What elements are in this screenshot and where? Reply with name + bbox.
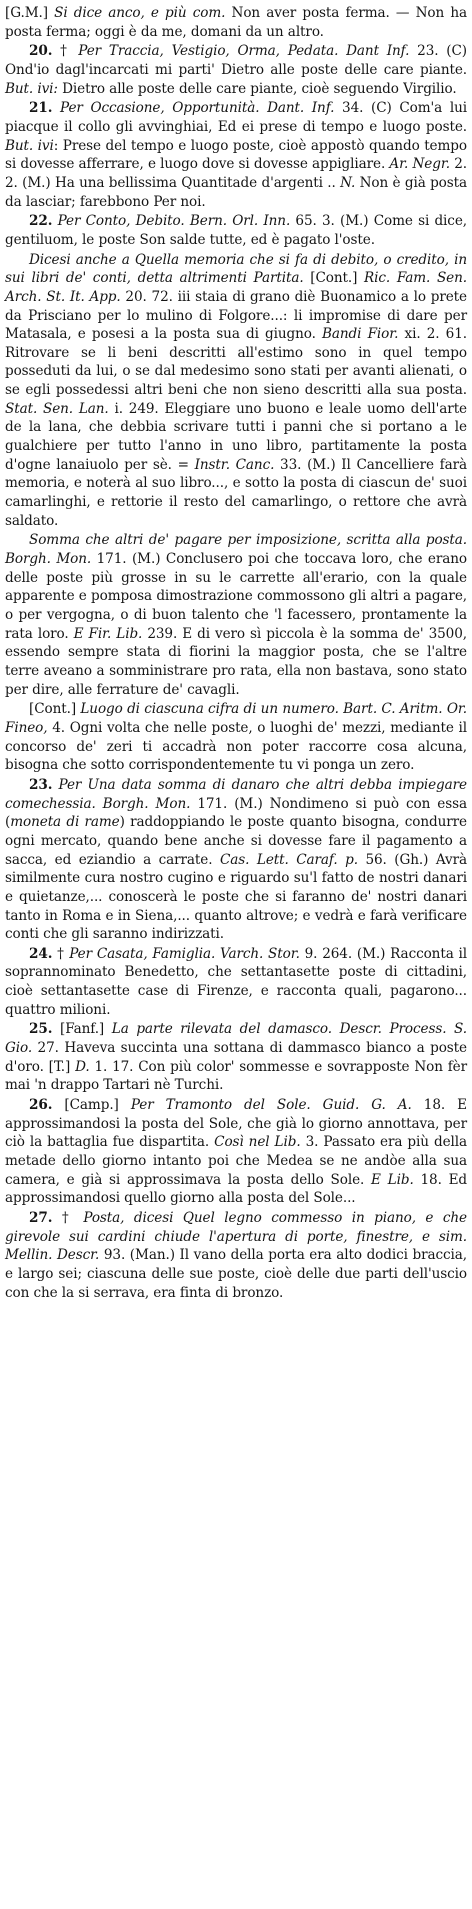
text-run: 3. Passato era più della metade dello giorno intanto poi che Medea se ne andòe alla sua camera, e già si approssimava la posta dello Sole. [5, 1134, 468, 1188]
text-run: 23. (C) Ond'io dagl'incarcati mi parti' Dietro alle poste delle care piante. [5, 43, 468, 78]
text-run: 9. 264. (M.) Racconta il soprannominato Benedetto, che settantasette poste di cittadini, cioè settantasette case di Firenze, e racconta quali, pagarono... quattro milioni. [5, 945, 467, 1018]
italic-text-run: N. [340, 174, 356, 191]
sense-22 [5, 212, 467, 249]
italic-text-run: Instr. Canc. [194, 456, 275, 473]
text-run: 239. E di vero sì piccola è la somma de' 3500, essendo sempre stata di fiorini la maggior posta, che se l'altre terre aveano a somministrare pro rata, ella non bastava, sono stato per dire, alle ferrature de' cavagli. [5, 625, 468, 698]
italic-text-run: But. ivi: [5, 80, 58, 97]
text-run: Non aver posta ferma. — Non ha posta ferma; oggi è da me, domani da un altro. [5, 5, 467, 40]
sense-number: 25. [29, 1021, 53, 1038]
text-run: 1. 17. Con più color' sommesse e sovrapposte Non fèr mai 'n drappo Tartari nè Turchi. [5, 1058, 467, 1094]
italic-text-run: Ric. Fam. Sen. Arch. St. It. App. [5, 270, 467, 305]
italic-text-run: But. ivi [5, 137, 54, 154]
text-run: 171. (M.) Nondimeno si può con essa ( [5, 795, 467, 831]
text-run: 18. E approssimandosi la posta del Sole, che già lo giorno annottava, per ciò la battaglia fue dispartita. [5, 1097, 467, 1151]
text-run: 33. (M.) Il Cancelliere farà memoria, e noterà al suo libro..., e sotto la posta di ciascun de' suoi camarlinghi, e rettorie il resto del camarlingo, o rettore che avrà saldato. [5, 456, 467, 529]
italic-text-run: Per Una data somma di danaro che altri debba impiegare comechessia. Borgh. Mon. [5, 776, 467, 812]
text-run: [Camp.] [52, 1097, 131, 1114]
text-run: Non è già posta da lasciar; farebbono Per noi. [5, 174, 468, 210]
text-run: 27. Haveva succinta una sottana di dammasco bianco a poste d'oro. [T.] [5, 1040, 467, 1075]
text-run: [Cont.] [29, 701, 81, 718]
text-run: 93. (Man.) Il vano della porta era alto dodici braccia, e largo sei; ciascuna delle sue poste, cioè delle due parti dell'uscio con che la si serrava, era finta di bronzo. [5, 1247, 467, 1301]
italic-text-run: E Lib. [371, 1171, 414, 1188]
italic-text-run: Così nel Lib. [214, 1134, 301, 1151]
italic-text-run: Per Conto, Debito. Bern. Orl. Inn. [57, 213, 291, 230]
italic-text-run: Dicesi anche a Quella memoria che si fa di debito, o credito, in sui libri de' conti, detta altrimenti Partita. [5, 251, 467, 287]
text-run [52, 100, 60, 116]
italic-text-run: Posta, dicesi Quel legno commesso in piano, e che girevole sui cardini chiude l'apertura di porte, finestre, e sim. Mellin. Descr. [5, 1210, 467, 1264]
text-run: Dietro alle poste delle care piante, cioè seguendo Virgilio. [57, 80, 457, 97]
italic-text-run: Stat. Sen. Lan. [5, 400, 109, 417]
sense-24 [5, 945, 467, 1020]
italic-text-run: Bandi Fior. [322, 326, 399, 343]
sense-20 [5, 42, 467, 98]
sense-number: 27. [29, 1210, 53, 1226]
italic-text-run: Luogo di ciascuna cifra di un numero. Bart. C. Aritm. Or. Fineo, [5, 701, 467, 736]
text-run: 171. (M.) Conclusero poi che toccava loro, che erano delle poste più grosse in su le carrette all'erario, con la quale apparente e pomposa dimostrazione commossono gli altri a pagare, o per vergogna, o di buon talento che 'l facessero, prontamente la rata loro. [5, 551, 467, 642]
italic-text-run: Per Casata, Famiglia. Varch. Stor. [69, 945, 300, 962]
sense-number: 22. [29, 213, 53, 230]
sense-22-sub-2 [5, 531, 467, 699]
text-run: [G.M.] [5, 5, 55, 21]
sense-22-sub-1 [5, 251, 467, 531]
text-run: † [52, 43, 79, 60]
text-run: 20. 72. iii staia di grano diè Buonamico a lo prete da Prisciano per lo mulino di Folgore...: li impromise di dare per Matasala, e posesi a la posta sua di giugno. [5, 288, 467, 343]
italic-text-run: Ar. Negr. [389, 156, 450, 173]
italic-text-run: Somma che altri de' pagare per imposizione, scritta alla posta. Borgh. Mon. [5, 532, 467, 568]
italic-text-run: D. [75, 1058, 90, 1075]
sense-number: 20. [29, 43, 53, 60]
text-run: : Prese del tempo e luogo poste, cioè appostò quando tempo si dovesse afferrare, e luogo dove si dovesse appigliare. [5, 137, 467, 173]
italic-text-run: Per Occasione, Opportunità. Dant. Inf. [60, 100, 335, 117]
text-run: 18. Ed approssimandosi quello giorno alla posta del Sole... [5, 1171, 468, 1207]
sense-26 [5, 1096, 467, 1208]
text-run: [Cont.] [303, 270, 364, 287]
italic-text-run: Cas. Lett. Caraf. p. [219, 851, 358, 868]
text-run: xi. 2. 61. Ritrovare se li beni descritti all'estimo sono in quel tempo posseduti da lui, o se dal medesimo sono stati per avanti alienati, o se egli possedessi altri beni che non sieno descritti alla sua posta. [5, 326, 467, 399]
italic-text-run: E Fir. Lib. [73, 625, 143, 642]
sense-22-sub-3 [5, 700, 467, 775]
text-run: † [52, 945, 70, 962]
sense-number: 23. [29, 776, 53, 793]
sense-23 [5, 776, 467, 944]
sense-21 [5, 99, 467, 211]
sense-number: 26. [29, 1097, 53, 1114]
text-run: i. 249. Eleggiare uno buono e leale uomo dell'arte de la lana, che debbia scrivare tutti i panni che si portano a le gualchiere per tutto l'anno in uno libro, partitamente la posta d'ogne lanaiuolo per sè. = [5, 400, 468, 473]
text-run: 65. 3. (M.) Come si dice, gentiluom, le poste Son salde tutte, ed è pagato l'oste. [5, 213, 467, 248]
italic-text-run: Si dice anco, e più com. [54, 5, 226, 21]
sense-27 [5, 1209, 467, 1302]
italic-text-run: moneta di rame [10, 814, 120, 831]
sense-number: 24. [29, 945, 53, 962]
entry-continuation [5, 4, 467, 41]
italic-text-run: La parte rilevata del damasco. Descr. Process. S. Gio. [5, 1021, 467, 1057]
text-run: 34. (C) Com'a lui piacque il collo gli avvinghiai, Ed ei prese di tempo e luogo poste. [5, 100, 467, 135]
text-run: [Fanf.] [52, 1021, 112, 1038]
sense-number: 21. [29, 100, 53, 117]
text-run: 56. (Gh.) Avrà similmente cura nostro cugino e riguardo su'l fatto de nostri danari e quietanze,... conoscerà le poste che si faranno de' nostri danari tanto in Roma e in Siena,... quanto altrove; e vedrà e farà verificare conti che gli saranno indirizzati. [5, 851, 467, 943]
italic-text-run: Per Tramonto del Sole. Guid. G. A. [130, 1097, 412, 1114]
text-run: 2. 2. (M.) Ha una bellissima Quantitade d'argenti .. [5, 156, 468, 191]
text-run: 4. Ogni volta che nelle poste, o luoghi de' mezzi, mediante il concorso de' zeri ti accadrà non poter raccorre cosa alcuna, bisogna che sotto corrispondentemente tu vi ponga un zero. [5, 719, 467, 774]
sense-25 [5, 1020, 467, 1095]
text-run: ) raddoppiando le poste quanto bisogna, condurre ogni mercato, quando bene anche si dovesse fare il pagamento a sacca, ed eziandio a carrate. [5, 814, 467, 868]
text-run: † [52, 1210, 84, 1226]
italic-text-run: Per Traccia, Vestigio, Orma, Pedata. Dant Inf. [78, 43, 410, 60]
